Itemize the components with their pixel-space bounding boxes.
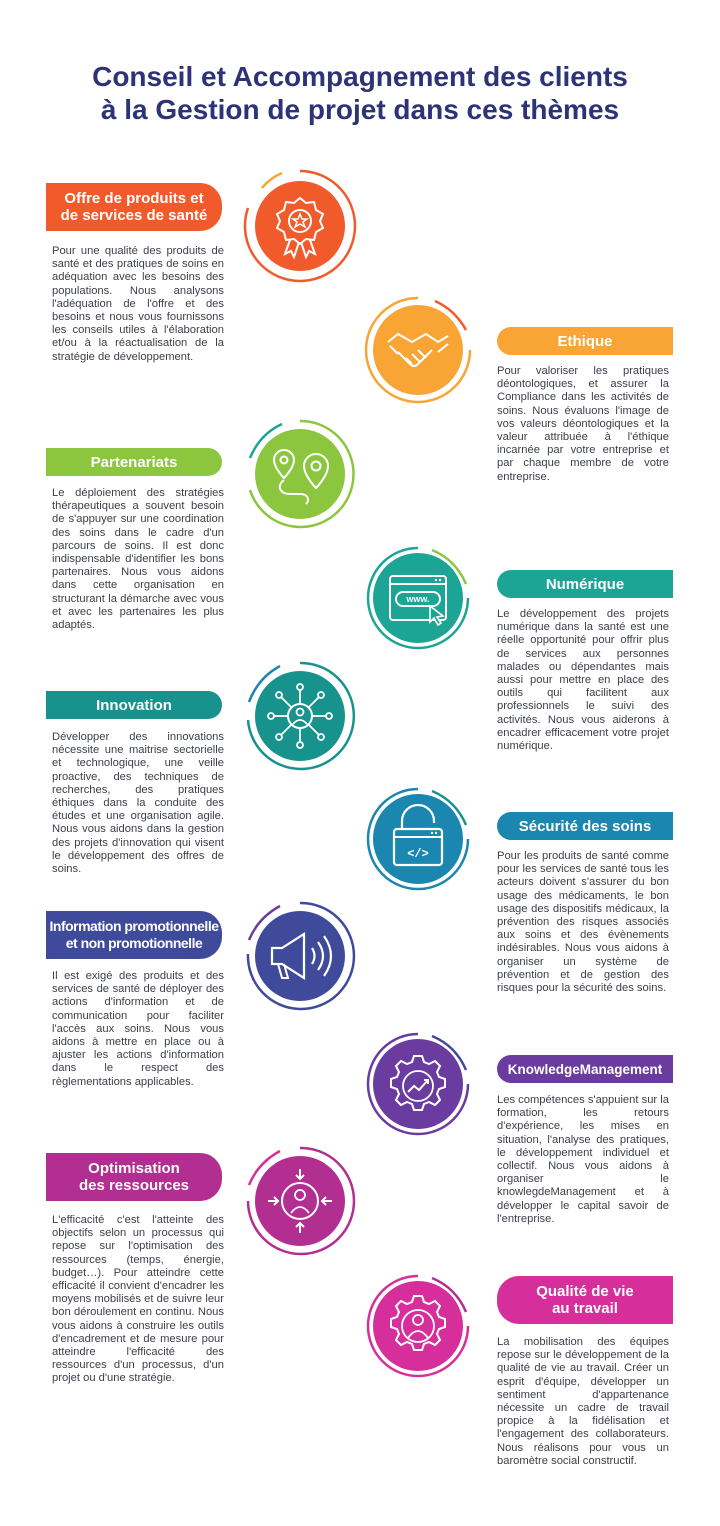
pill-optimisation-line2: des ressources	[78, 1177, 190, 1194]
innovation-network-icon	[242, 658, 358, 774]
pill-knowledge-line1: KnowledgeManagement	[507, 1061, 663, 1077]
pill-optimisation-line1: Optimisation	[88, 1160, 180, 1177]
pill-offre	[46, 183, 222, 231]
page-title	[0, 60, 720, 126]
page-title-line2: à la Gestion de projet dans ces thèmes	[100, 94, 620, 125]
secure-code-icon	[360, 781, 476, 897]
pill-information-line2: et non promotionnelle	[65, 935, 203, 951]
pill-partenariats	[46, 448, 222, 476]
handshake-icon	[360, 292, 476, 408]
pill-innovation-line1: Innovation	[96, 696, 172, 714]
pill-ethique	[497, 327, 673, 355]
pill-information	[46, 911, 222, 959]
desc-offre: Pour une qualité des produits de santé et des pratiques de soins en adéquation avec les besoins des populations. Nous analysons l'adéquation de l'offre et des besoins et nous vous fournissons les conseils utiles à l'élaboration et/ou à la réactualisation de la stratégie de développement.	[52, 245, 224, 363]
resource-target-icon	[242, 1143, 358, 1259]
pill-offre-line1: Offre de produits et	[64, 190, 204, 207]
pill-qualite-line1: Qualité de vie	[536, 1283, 634, 1300]
desc-numerique: Le développement des projets numérique dans la santé est une réelle opportunité pour offrir plus de services aux personnes malades ou dépendantes mais aussi pour mettre en place des outils qui facilitent aux professionnels le suivi des activités. Nous vous aiderons à encadrer efficacement votre projet numérique.	[497, 608, 669, 753]
megaphone-icon	[242, 898, 358, 1014]
gear-growth-icon	[360, 1026, 476, 1142]
pill-securite	[497, 812, 673, 840]
pill-information-line1: Information promotionnelle	[49, 918, 219, 934]
pill-securite-line1: Sécurité des soins	[518, 817, 652, 835]
pill-qualite-line2: au travail	[552, 1300, 618, 1317]
pill-ethique-line1: Ethique	[557, 332, 613, 350]
desc-qualite: La mobilisation des équipes repose sur le développement de la qualité de vie au travail. Créer un esprit d'équipe, développer un sentiment d'appartenance nécessite un cadre de travail propice à la fidélisation et l'engagement des collaborateurs. Nous réalisons pour vous un baromètre social constructif.	[497, 1336, 669, 1467]
pill-numerique-line1: Numérique	[545, 575, 625, 593]
pill-optimisation	[46, 1153, 222, 1201]
pill-partenariats-line1: Partenariats	[90, 453, 178, 471]
gear-person-icon	[360, 1268, 476, 1384]
route-pins-icon	[242, 416, 358, 532]
pill-innovation	[46, 691, 222, 719]
pill-numerique	[497, 570, 673, 598]
desc-securite: Pour les produits de santé comme pour les services de santé tous les acteurs doivent s'assurer du bon usage des médicaments, le bon usage des dispositifs médicaux, la prévention des risques associés aux soins et des évènements indésirables. Nous vous aidons à organiser un système de prévention et de gestion des risques pour la sécurité des soins.	[497, 850, 669, 995]
pill-knowledge	[497, 1055, 673, 1083]
desc-information: Il est exigé des produits et des services de santé de déployer des actions d'information et de communication pour faciliter l'accès aux soins. Nous vous aidons à mettre en place ou à ajuster les actions d'information dans le respect des règlementations applicables.	[52, 970, 224, 1088]
desc-ethique: Pour valoriser les pratiques déontologiques, et assurer la Compliance dans les activités de soins. Nous évaluons l'image de vos valeurs déontologiques et la valeur attribuée à l'éthique incarnée par votre entreprise et par chaque membre de votre entreprise.	[497, 365, 669, 483]
desc-innovation: Développer des innovations nécessite une maitrise sectorielle et technologique, une veille proactive, des techniques de recherches, des pratiques éthiques dans la conduite des études et une organisation agile. Nous vous aidons dans la gestion des projets d'innovation qui visent le développement des offres de soins.	[52, 731, 224, 876]
desc-knowledge: Les compétences s'appuient sur la formation, les retours d'expérience, les mises en situation, l'analyse des pratiques, le développement individuel et collectif. Nous vous aidons à organiser le knowlegdeManagement et à développer le capital savoir de l'entreprise.	[497, 1094, 669, 1225]
svg-text:www.: www.	[406, 594, 430, 604]
www-browser-icon	[360, 540, 476, 656]
desc-optimisation: L'efficacité c'est l'atteinte des objectifs selon un processus qui repose sur l'optimisation des ressources (temps, énergie, budget…). Pour atteindre cette efficacité il convient d'encadrer les moyens mobilisés et de suivre leur bon déroulement en continu. Nous vous aidons à construire les outils d'encadrement et de mesure pour atteindre l'efficacité des ressources d'un processus, d'un projet ou d'une stratégie.	[52, 1214, 224, 1385]
pill-qualite	[497, 1276, 673, 1324]
svg-text:</>: </>	[407, 847, 429, 861]
award-ribbon-icon	[242, 168, 358, 284]
pill-offre-line2: de services de santé	[60, 207, 208, 224]
desc-partenariats: Le déploiement des stratégies thérapeutiques a souvent besoin de s'appuyer sur une coordination des soins dans le cadre d'un parcours de soins. Il est donc indispensable d'identifier les bons partenaires. Nous vous aidons dans cette organisation en structurant la démarche avec vous et avec les partenaires les plus adaptés.	[52, 487, 224, 632]
page-title-line1: Conseil et Accompagnement des clients	[92, 61, 628, 92]
